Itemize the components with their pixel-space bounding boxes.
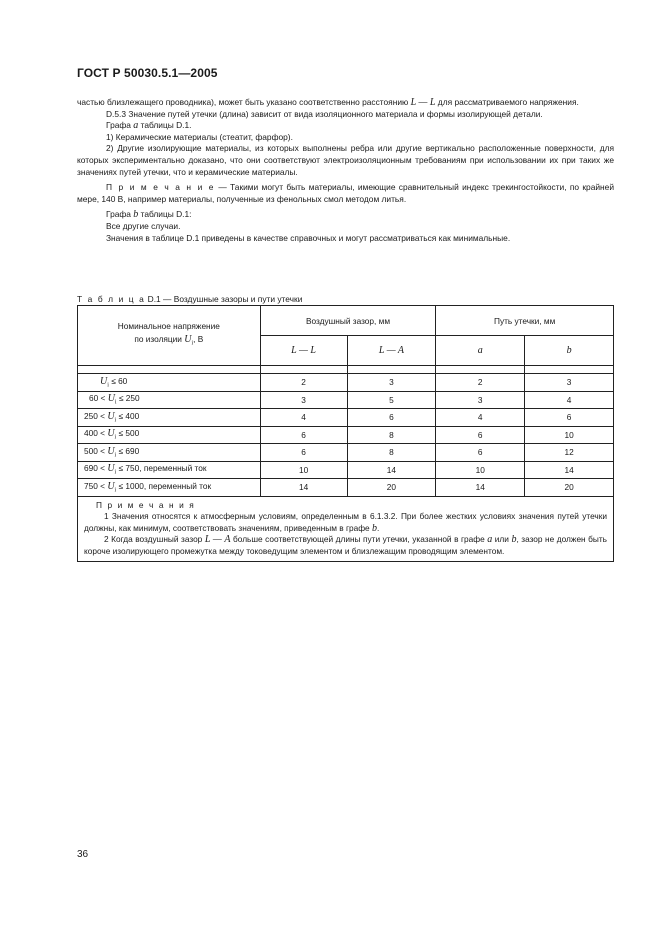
table-row (78, 444, 614, 462)
body-text (77, 97, 614, 244)
paragraph-ceramic: 1) Керамические материалы (стеатит, фарфор). (106, 131, 293, 142)
header-air-clearance: Воздушный зазор, мм (260, 306, 436, 336)
value-ll: 6 (260, 426, 347, 444)
table-header-row (78, 306, 614, 336)
value-b: 14 (525, 461, 614, 479)
table-row (78, 409, 614, 427)
value-ll: 14 (260, 479, 347, 497)
value-ll: 4 (260, 409, 347, 427)
table-row (78, 426, 614, 444)
value-ll: 6 (260, 444, 347, 462)
notes-title: П р и м е ч а н и я (96, 499, 196, 510)
table-row (78, 374, 614, 392)
subheader-b: b (525, 336, 614, 366)
value-a: 6 (436, 444, 525, 462)
note-2: 2 Когда воздушный зазор L — A больше соответствующей длины пути утечки, указанной в графе a или b, зазор не должен быть короче изолирующего промежутка между токоведущим элементом и близлежащим проводящим элементом. (84, 534, 608, 556)
value-b: 6 (525, 409, 614, 427)
voltage-range: $250 < U_i \le 400$ (78, 409, 261, 427)
voltage-range: $750 < U_i \le 1000$, переменный ток (78, 479, 261, 497)
value-la: 8 (347, 426, 436, 444)
paragraph-column-a: Графа a таблицы D.1. (106, 120, 192, 132)
value-la: 14 (347, 461, 436, 479)
page-number: 36 (77, 849, 89, 860)
value-b: 3 (525, 374, 614, 392)
voltage-range: $500 < U_i \le 690$ (78, 444, 261, 462)
value-b: 20 (525, 479, 614, 497)
table-row (78, 391, 614, 409)
value-b: 12 (525, 444, 614, 462)
value-b: 10 (525, 426, 614, 444)
value-la: 8 (347, 444, 436, 462)
voltage-range: $690 < U_i \le 750$, переменный ток (78, 461, 261, 479)
value-a: 10 (436, 461, 525, 479)
value-la: 5 (347, 391, 436, 409)
value-a: 4 (436, 409, 525, 427)
paragraph-other-cases: Все другие случаи. (106, 220, 181, 231)
value-a: 6 (436, 426, 525, 444)
table-notes-row (78, 496, 614, 562)
table-row (78, 479, 614, 497)
table-caption: Т а б л и ц а D.1 — Воздушные зазоры и пути утечки (77, 294, 303, 304)
header-creepage: Путь утечки, мм (436, 306, 614, 336)
value-la: 3 (347, 374, 436, 392)
voltage-range: $60 < U_i \le 250$ (78, 391, 261, 409)
table-row (78, 461, 614, 479)
value-ll: 2 (260, 374, 347, 392)
paragraph-column-b: Графа b таблицы D.1: (106, 209, 192, 221)
paragraph-continuation: частью близлежащего проводника), может быть указано соответственно расстоянию L — L для рассматриваемого напряжения. (77, 97, 579, 108)
voltage-range: $U_i \le 60$ (78, 374, 261, 392)
table-notes (78, 496, 614, 562)
subheader-a: a (436, 336, 525, 366)
paragraph-other-materials: 2) Другие изолирующие материалы, из которых выполнены ребра или другие вертикально расположенные поверхности, для которых экспериментально доказано, что они соответствуют электроизоляционным требованиям при использовании их при таких же значениях путей утечки, что и керамические материалы. (77, 143, 614, 177)
clearance-table (77, 305, 614, 562)
paragraph-note: П р и м е ч а н и е — Такими могут быть материалы, имеющие сравнительный индекс трекингостойкости, по крайней мере, 140 В, например материалы, полученные из фенольных смол методом литья. (77, 182, 614, 204)
subheader-ll: L — L (260, 336, 347, 366)
value-a: 3 (436, 391, 525, 409)
header-voltage: Номинальное напряжение по изоляции $U_i$, В (78, 306, 261, 366)
value-b: 4 (525, 391, 614, 409)
subheader-la: L — A (347, 336, 436, 366)
paragraph-d53: D.5.3 Значение путей утечки (длина) зависит от вида изоляционного материала и формы изолирующей детали. (106, 108, 543, 119)
value-la: 6 (347, 409, 436, 427)
value-a: 2 (436, 374, 525, 392)
value-ll: 10 (260, 461, 347, 479)
value-ll: 3 (260, 391, 347, 409)
value-a: 14 (436, 479, 525, 497)
table-spacer-row (78, 366, 614, 374)
voltage-range: $400 < U_i \le 500$ (78, 426, 261, 444)
paragraph-reference-values: Значения в таблице D.1 приведены в качестве справочных и могут рассматриваться как минимальные. (106, 232, 511, 243)
standard-title: ГОСТ Р 50030.5.1—2005 (77, 66, 218, 80)
value-la: 20 (347, 479, 436, 497)
note-1: 1 Значения относятся к атмосферным условиям, определенным в 6.1.3.2. При более жестких условиях значения путей утечки должны, как минимум, соответствовать значениям, приведенным в графе b. (84, 511, 607, 534)
